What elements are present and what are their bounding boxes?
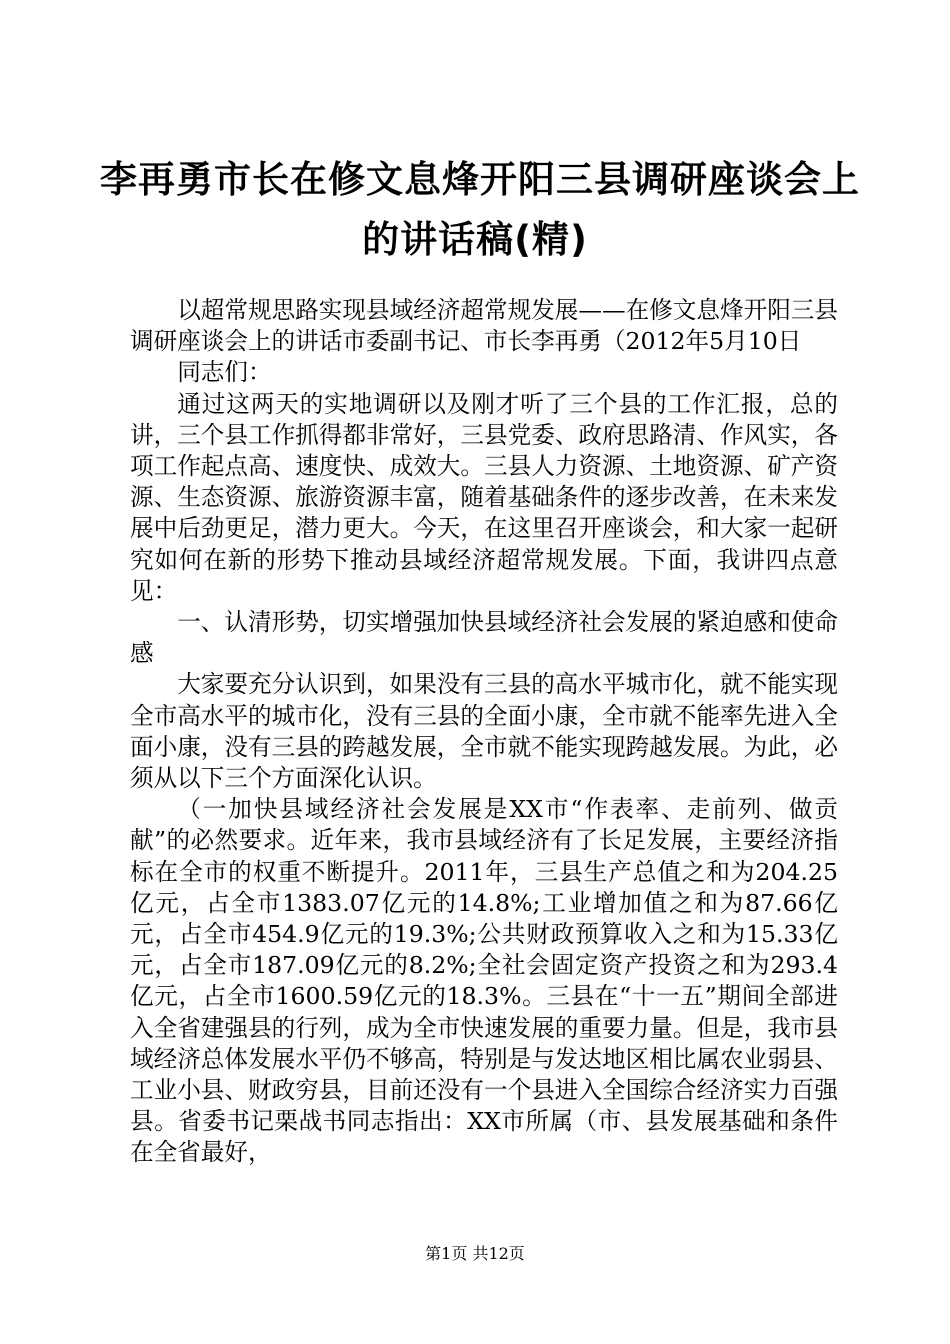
document-body bbox=[130, 295, 838, 1169]
page-footer: 第1页 共12页 bbox=[425, 1244, 525, 1263]
paragraph-subtitle: 以超常规思路实现县域经济超常规发展——在修文息烽开阳三县调研座谈会上的讲话市委副书记、市长李再勇（2012年5月10日 bbox=[130, 296, 838, 356]
document-title-line-2: 的讲话稿(精) bbox=[362, 218, 588, 261]
document-title-line-1: 李再勇市长在修文息烽开阳三县调研座谈会上 bbox=[100, 158, 860, 201]
paragraph-intro: 通过这两天的实地调研以及刚才听了三个县的工作汇报，总的讲，三个县工作抓得都非常好，三县党委、政府思路清、作风实，各项工作起点高、速度快、成效大。三县人力资源、土地资源、矿产资源、生态资源、旅游资源丰富，随着基础条件的逐步改善，在未来发展中后劲更足，潜力更大。今天，在这里召开座谈会，和大家一起研究如何在新的形势下推动县域经济超常规发展。下面，我讲四点意见： bbox=[130, 389, 838, 605]
paragraph-salutation: 同志们： bbox=[177, 358, 272, 387]
section-heading-1: 一、认清形势，切实增强加快县域经济社会发展的紧迫感和使命感 bbox=[130, 608, 838, 668]
paragraph-point-1: （一加快县域经济社会发展是XX市“作表率、走前列、做贡献”的必然要求。近年来，我市县域经济有了长足发展，主要经济指标在全市的权重不断提升。2011年，三县生产总值之和为204.25亿元，占全市1383.07亿元的14.8%;工业增加值之和为87.66亿元，占全市454.9亿元的19.3%;公共财政预算收入之和为15.33亿元，占全市187.09亿元的8.2%;全社会固定资产投资之和为293.4亿元，占全市1600.59亿元的18.3%。三县在“十一五”期间全部进入全省建强县的行列，成为全市快速发展的重要力量。但是，我市县域经济总体发展水平仍不够高，特别是与发达地区相比属农业弱县、工业小县、财政穷县，目前还没有一个县进入全国综合经济实力百强县。省委书记栗战书同志指出：XX市所属（市、县发展基础和条件在全省最好， bbox=[130, 795, 838, 1167]
paragraph-awareness: 大家要充分认识到，如果没有三县的高水平城市化，就不能实现全市高水平的城市化，没有三县的全面小康，全市就不能率先进入全面小康，没有三县的跨越发展，全市就不能实现跨越发展。为此，必须从以下三个方面深化认识。 bbox=[130, 670, 838, 793]
